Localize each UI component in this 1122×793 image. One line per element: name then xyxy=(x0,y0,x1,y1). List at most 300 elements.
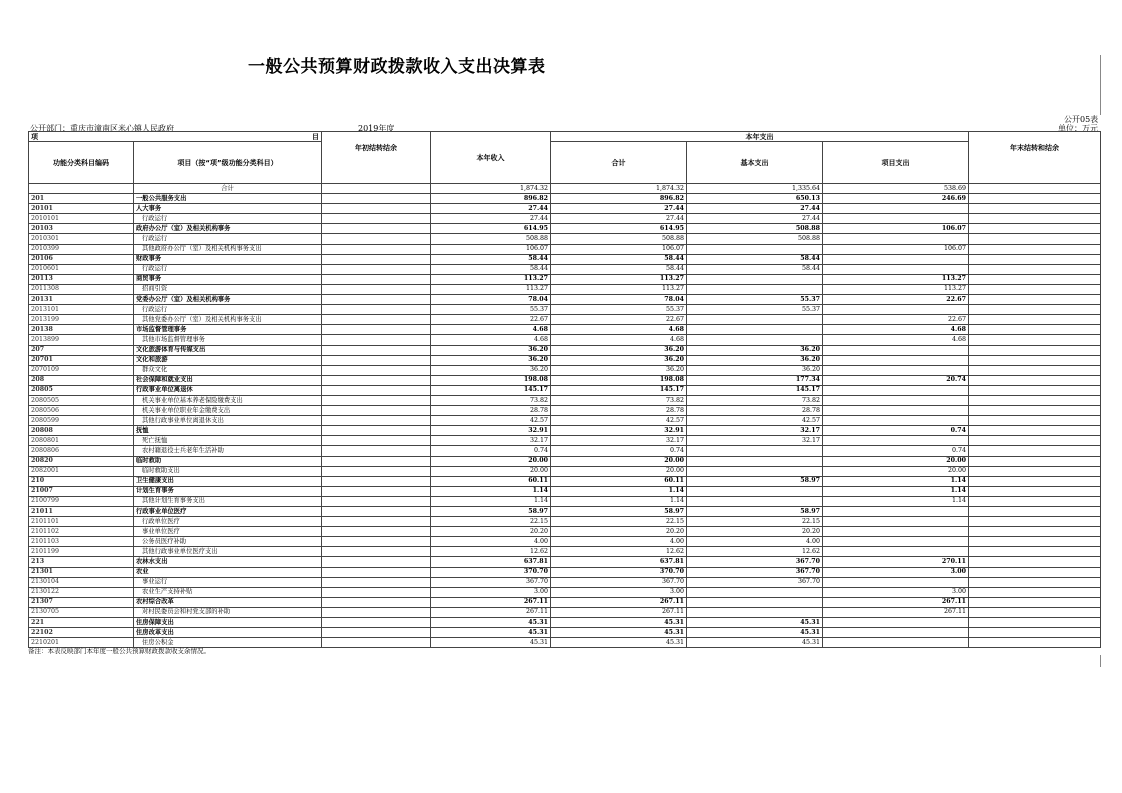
row-project xyxy=(823,234,969,244)
row-total: 20.00 xyxy=(551,456,687,466)
row-code: 2080599 xyxy=(29,416,134,426)
row-income: 1.14 xyxy=(431,496,551,506)
row-carry-end xyxy=(969,527,1101,537)
table-row xyxy=(29,476,1101,486)
row-carry-begin xyxy=(322,638,431,648)
row-name: 商贸事务 xyxy=(134,274,322,284)
row-carry-begin xyxy=(322,577,431,587)
row-project: 0.74 xyxy=(823,446,969,456)
row-carry-end xyxy=(969,325,1101,335)
row-project: 0.74 xyxy=(823,426,969,436)
row-total: 614.95 xyxy=(551,224,687,234)
row-name: 行政运行 xyxy=(134,234,322,244)
row-name: 农村籍退役士兵老年生活补助 xyxy=(134,446,322,456)
row-basic: 36.20 xyxy=(687,365,823,375)
row-carry-end xyxy=(969,375,1101,385)
row-project: 1.14 xyxy=(823,476,969,486)
row-code: 20113 xyxy=(29,274,134,284)
row-code xyxy=(29,184,134,194)
row-name: 行政事业单位医疗 xyxy=(134,507,322,517)
row-carry-begin xyxy=(322,184,431,194)
row-project: 113.27 xyxy=(823,274,969,284)
table-row xyxy=(29,416,1101,426)
row-code: 20138 xyxy=(29,325,134,335)
row-project xyxy=(823,214,969,224)
row-total: 36.20 xyxy=(551,365,687,375)
row-income: 106.07 xyxy=(431,244,551,254)
row-carry-begin xyxy=(322,254,431,264)
row-total: 22.15 xyxy=(551,517,687,527)
row-total: 27.44 xyxy=(551,214,687,224)
header-carry-end: 年末结转和结余 xyxy=(969,132,1101,184)
row-project xyxy=(823,254,969,264)
row-carry-begin xyxy=(322,466,431,476)
row-code: 20103 xyxy=(29,224,134,234)
report-title: 一般公共预算财政拨款收入支出决算表 xyxy=(248,57,546,77)
table-row xyxy=(29,355,1101,365)
header-basic: 基本支出 xyxy=(687,142,823,184)
row-project xyxy=(823,355,969,365)
row-carry-end xyxy=(969,315,1101,325)
row-carry-begin xyxy=(322,345,431,355)
row-name: 文化和旅游 xyxy=(134,355,322,365)
row-code: 20106 xyxy=(29,254,134,264)
row-code: 2101102 xyxy=(29,527,134,537)
table-number: 公开05表 xyxy=(1064,115,1099,124)
row-basic: 1,335.64 xyxy=(687,184,823,194)
row-basic: 58.44 xyxy=(687,264,823,274)
row-total: 508.88 xyxy=(551,234,687,244)
row-project: 113.27 xyxy=(823,284,969,294)
row-project xyxy=(823,517,969,527)
table-row xyxy=(29,214,1101,224)
row-total: 1.14 xyxy=(551,496,687,506)
row-basic: 650.13 xyxy=(687,194,823,204)
row-carry-end xyxy=(969,345,1101,355)
row-project: 106.07 xyxy=(823,224,969,234)
row-income: 113.27 xyxy=(431,284,551,294)
row-code: 2080506 xyxy=(29,406,134,416)
row-carry-end xyxy=(969,577,1101,587)
row-income: 370.70 xyxy=(431,567,551,577)
row-project: 20.74 xyxy=(823,375,969,385)
table-row xyxy=(29,597,1101,607)
row-project: 267.11 xyxy=(823,607,969,617)
row-carry-begin xyxy=(322,416,431,426)
table-row xyxy=(29,315,1101,325)
row-total: 22.67 xyxy=(551,315,687,325)
row-carry-begin xyxy=(322,618,431,628)
row-code: 2010101 xyxy=(29,214,134,224)
row-name: 其他行政事业单位医疗支出 xyxy=(134,547,322,557)
row-name: 公务员医疗补助 xyxy=(134,537,322,547)
row-income: 0.74 xyxy=(431,446,551,456)
row-total: 58.44 xyxy=(551,264,687,274)
row-name: 其他党委办公厅（室）及相关机构事务支出 xyxy=(134,315,322,325)
row-carry-begin xyxy=(322,335,431,345)
row-income: 58.97 xyxy=(431,507,551,517)
row-total: 45.31 xyxy=(551,628,687,638)
row-project: 1.14 xyxy=(823,486,969,496)
table-row xyxy=(29,456,1101,466)
row-project: 22.67 xyxy=(823,315,969,325)
table-row xyxy=(29,607,1101,617)
row-income: 4.00 xyxy=(431,537,551,547)
row-income: 58.44 xyxy=(431,264,551,274)
fiscal-appropriation-table xyxy=(28,131,1101,648)
row-project xyxy=(823,547,969,557)
row-project xyxy=(823,264,969,274)
table-row xyxy=(29,345,1101,355)
row-basic xyxy=(687,335,823,345)
row-basic: 508.88 xyxy=(687,234,823,244)
row-total: 45.31 xyxy=(551,618,687,628)
row-name: 死亡抚恤 xyxy=(134,436,322,446)
row-code: 2101103 xyxy=(29,537,134,547)
row-total: 113.27 xyxy=(551,274,687,284)
table-row xyxy=(29,628,1101,638)
table-row xyxy=(29,557,1101,567)
table-row xyxy=(29,284,1101,294)
row-total: 58.44 xyxy=(551,254,687,264)
row-income: 4.68 xyxy=(431,325,551,335)
table-row xyxy=(29,325,1101,335)
row-total: 28.78 xyxy=(551,406,687,416)
row-carry-end xyxy=(969,436,1101,446)
row-carry-begin xyxy=(322,527,431,537)
row-name: 事业单位医疗 xyxy=(134,527,322,537)
row-carry-begin xyxy=(322,456,431,466)
row-code: 210 xyxy=(29,476,134,486)
row-carry-end xyxy=(969,547,1101,557)
row-basic xyxy=(687,315,823,325)
row-carry-end xyxy=(969,537,1101,547)
row-name: 住房公积金 xyxy=(134,638,322,648)
table-row xyxy=(29,567,1101,577)
row-code: 2100799 xyxy=(29,496,134,506)
row-total: 27.44 xyxy=(551,204,687,214)
row-income: 32.91 xyxy=(431,426,551,436)
row-code: 2130705 xyxy=(29,607,134,617)
header-code: 功能分类科目编码 xyxy=(29,142,134,184)
row-code: 201 xyxy=(29,194,134,204)
row-project: 270.11 xyxy=(823,557,969,567)
row-code: 20805 xyxy=(29,385,134,395)
row-total: 3.00 xyxy=(551,587,687,597)
row-income: 27.44 xyxy=(431,204,551,214)
table-row xyxy=(29,264,1101,274)
row-code: 2013899 xyxy=(29,335,134,345)
row-carry-begin xyxy=(322,486,431,496)
row-project xyxy=(823,638,969,648)
row-carry-begin xyxy=(322,476,431,486)
table-row xyxy=(29,385,1101,395)
header-name: 项目（按“项”级功能分类科目） xyxy=(134,142,322,184)
row-total: 198.08 xyxy=(551,375,687,385)
row-income: 198.08 xyxy=(431,375,551,385)
row-total: 58.97 xyxy=(551,507,687,517)
row-carry-end xyxy=(969,517,1101,527)
row-basic xyxy=(687,486,823,496)
row-carry-end xyxy=(969,335,1101,345)
row-total: 20.20 xyxy=(551,527,687,537)
row-basic: 45.31 xyxy=(687,618,823,628)
table-row xyxy=(29,577,1101,587)
row-income: 20.20 xyxy=(431,527,551,537)
row-project: 267.11 xyxy=(823,597,969,607)
row-total: 36.20 xyxy=(551,355,687,365)
row-code: 2101199 xyxy=(29,547,134,557)
row-income: 896.82 xyxy=(431,194,551,204)
row-total: 106.07 xyxy=(551,244,687,254)
row-project xyxy=(823,628,969,638)
table-row xyxy=(29,305,1101,315)
row-income: 20.00 xyxy=(431,456,551,466)
row-income: 4.68 xyxy=(431,335,551,345)
row-income: 367.70 xyxy=(431,577,551,587)
row-project: 246.69 xyxy=(823,194,969,204)
row-income: 113.27 xyxy=(431,274,551,284)
row-basic: 36.20 xyxy=(687,355,823,365)
row-name: 临时救助支出 xyxy=(134,466,322,476)
row-income: 22.67 xyxy=(431,315,551,325)
row-name: 其他市场监督管理事务 xyxy=(134,335,322,345)
row-basic: 58.44 xyxy=(687,254,823,264)
row-income: 58.44 xyxy=(431,254,551,264)
row-total: 267.11 xyxy=(551,607,687,617)
row-income: 3.00 xyxy=(431,587,551,597)
row-basic xyxy=(687,325,823,335)
row-carry-begin xyxy=(322,244,431,254)
table-row xyxy=(29,375,1101,385)
header-income: 本年收入 xyxy=(431,132,551,184)
row-carry-end xyxy=(969,224,1101,234)
row-project: 3.00 xyxy=(823,567,969,577)
row-income: 22.15 xyxy=(431,517,551,527)
row-income: 508.88 xyxy=(431,234,551,244)
row-project: 20.00 xyxy=(823,456,969,466)
row-basic: 58.97 xyxy=(687,507,823,517)
row-income: 45.31 xyxy=(431,638,551,648)
row-name: 财政事务 xyxy=(134,254,322,264)
row-project xyxy=(823,406,969,416)
row-project xyxy=(823,537,969,547)
row-carry-begin xyxy=(322,385,431,395)
row-project xyxy=(823,436,969,446)
row-basic: 58.97 xyxy=(687,476,823,486)
header-expense-group: 本年支出 xyxy=(551,132,969,142)
table-row xyxy=(29,436,1101,446)
row-project: 22.67 xyxy=(823,295,969,305)
row-carry-begin xyxy=(322,607,431,617)
row-name: 农业 xyxy=(134,567,322,577)
row-name: 其他政府办公厅（室）及相关机构事务支出 xyxy=(134,244,322,254)
table-row xyxy=(29,618,1101,628)
row-carry-begin xyxy=(322,214,431,224)
table-row xyxy=(29,335,1101,345)
row-carry-end xyxy=(969,295,1101,305)
row-project xyxy=(823,577,969,587)
row-code: 2010399 xyxy=(29,244,134,254)
row-carry-end xyxy=(969,496,1101,506)
row-basic xyxy=(687,466,823,476)
row-basic: 32.17 xyxy=(687,436,823,446)
table-row xyxy=(29,507,1101,517)
row-basic: 22.15 xyxy=(687,517,823,527)
row-name: 其他计划生育事务支出 xyxy=(134,496,322,506)
row-carry-begin xyxy=(322,547,431,557)
row-basic xyxy=(687,587,823,597)
row-carry-begin xyxy=(322,194,431,204)
row-total: 32.91 xyxy=(551,426,687,436)
row-carry-end xyxy=(969,426,1101,436)
row-basic: 145.17 xyxy=(687,385,823,395)
row-name: 计划生育事务 xyxy=(134,486,322,496)
row-basic xyxy=(687,607,823,617)
table-body xyxy=(29,184,1101,648)
row-name: 对村民委员会和村党支部的补助 xyxy=(134,607,322,617)
row-total: 896.82 xyxy=(551,194,687,204)
row-carry-end xyxy=(969,365,1101,375)
table-row xyxy=(29,446,1101,456)
row-income: 1.14 xyxy=(431,486,551,496)
row-total: 55.37 xyxy=(551,305,687,315)
row-income: 1,874.32 xyxy=(431,184,551,194)
row-total: 4.68 xyxy=(551,325,687,335)
row-carry-begin xyxy=(322,274,431,284)
table-row xyxy=(29,496,1101,506)
unit-label: 单位：万元 xyxy=(1058,124,1098,133)
row-carry-begin xyxy=(322,365,431,375)
row-basic: 27.44 xyxy=(687,204,823,214)
row-carry-end xyxy=(969,274,1101,284)
row-project xyxy=(823,416,969,426)
row-carry-begin xyxy=(322,305,431,315)
row-name: 行政运行 xyxy=(134,264,322,274)
table-row xyxy=(29,244,1101,254)
row-basic xyxy=(687,274,823,284)
row-total: 60.11 xyxy=(551,476,687,486)
row-income: 36.20 xyxy=(431,355,551,365)
row-name: 招商引资 xyxy=(134,284,322,294)
row-carry-end xyxy=(969,476,1101,486)
year-label: 2019年度 xyxy=(358,124,395,133)
row-basic: 367.70 xyxy=(687,567,823,577)
row-total: 0.74 xyxy=(551,446,687,456)
row-carry-end xyxy=(969,557,1101,567)
row-carry-begin xyxy=(322,597,431,607)
row-code: 2010601 xyxy=(29,264,134,274)
row-total: 145.17 xyxy=(551,385,687,395)
row-carry-end xyxy=(969,607,1101,617)
row-carry-end xyxy=(969,567,1101,577)
row-income: 45.31 xyxy=(431,618,551,628)
row-total: 1,874.32 xyxy=(551,184,687,194)
row-code: 2080806 xyxy=(29,446,134,456)
row-carry-begin xyxy=(322,628,431,638)
row-basic: 32.17 xyxy=(687,426,823,436)
row-carry-begin xyxy=(322,587,431,597)
header-carry-begin: 年初结转结余 xyxy=(322,132,431,184)
row-name: 事业运行 xyxy=(134,577,322,587)
row-carry-end xyxy=(969,184,1101,194)
row-carry-begin xyxy=(322,355,431,365)
row-name: 行政事业单位离退休 xyxy=(134,385,322,395)
row-carry-end xyxy=(969,355,1101,365)
table-row xyxy=(29,365,1101,375)
row-total: 4.68 xyxy=(551,335,687,345)
row-carry-end xyxy=(969,638,1101,648)
row-total: 20.00 xyxy=(551,466,687,476)
row-income: 27.44 xyxy=(431,214,551,224)
row-carry-begin xyxy=(322,375,431,385)
row-name: 临时救助 xyxy=(134,456,322,466)
header-total: 合计 xyxy=(551,142,687,184)
row-project: 3.00 xyxy=(823,587,969,597)
row-name: 行政运行 xyxy=(134,214,322,224)
row-carry-begin xyxy=(322,264,431,274)
table-row xyxy=(29,204,1101,214)
row-carry-begin xyxy=(322,284,431,294)
row-name: 合计 xyxy=(134,184,322,194)
row-name: 农业生产支持补贴 xyxy=(134,587,322,597)
row-carry-end xyxy=(969,204,1101,214)
row-income: 637.81 xyxy=(431,557,551,567)
table-row xyxy=(29,466,1101,476)
row-code: 2011308 xyxy=(29,284,134,294)
row-name: 机关事业单位基本养老保险缴费支出 xyxy=(134,395,322,405)
row-basic: 12.62 xyxy=(687,547,823,557)
table-row xyxy=(29,395,1101,405)
row-income: 28.78 xyxy=(431,406,551,416)
row-carry-begin xyxy=(322,537,431,547)
row-code: 20131 xyxy=(29,295,134,305)
row-carry-end xyxy=(969,416,1101,426)
row-name: 一般公共服务支出 xyxy=(134,194,322,204)
table-row xyxy=(29,224,1101,234)
row-carry-begin xyxy=(322,325,431,335)
row-carry-end xyxy=(969,214,1101,224)
row-carry-begin xyxy=(322,395,431,405)
row-basic xyxy=(687,496,823,506)
row-basic xyxy=(687,456,823,466)
row-name: 住房保障支出 xyxy=(134,618,322,628)
table-row xyxy=(29,547,1101,557)
row-basic: 55.37 xyxy=(687,295,823,305)
row-project: 4.68 xyxy=(823,325,969,335)
row-code: 208 xyxy=(29,375,134,385)
row-carry-begin xyxy=(322,567,431,577)
row-code: 2070109 xyxy=(29,365,134,375)
row-basic: 36.20 xyxy=(687,345,823,355)
table-row xyxy=(29,274,1101,284)
row-code: 20701 xyxy=(29,355,134,365)
footnote: 备注：本表反映部门本年度一般公共预算财政拨款收支余情况。 xyxy=(28,647,210,655)
row-code: 2130104 xyxy=(29,577,134,587)
row-name: 行政单位医疗 xyxy=(134,517,322,527)
row-carry-begin xyxy=(322,517,431,527)
row-code: 207 xyxy=(29,345,134,355)
table-row xyxy=(29,527,1101,537)
row-code: 2013101 xyxy=(29,305,134,315)
department-label: 公开部门：重庆市潼南区米心镇人民政府 xyxy=(30,124,174,133)
table-row xyxy=(29,254,1101,264)
row-code: 22102 xyxy=(29,628,134,638)
row-carry-begin xyxy=(322,224,431,234)
row-income: 78.04 xyxy=(431,295,551,305)
row-project xyxy=(823,527,969,537)
row-total: 32.17 xyxy=(551,436,687,446)
